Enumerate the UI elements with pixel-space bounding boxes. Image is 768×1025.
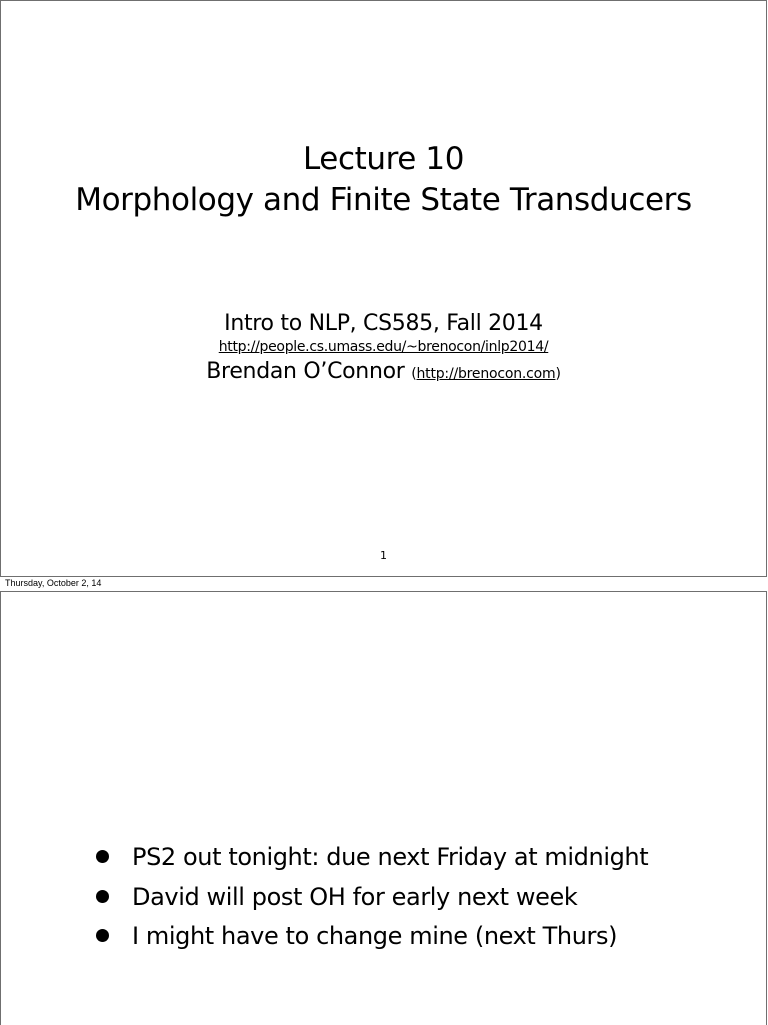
author-site [411,366,561,382]
announcement-list [96,838,648,957]
title-line-lecture: Lecture 10 [302,141,465,177]
bullet-dot-icon [96,850,109,863]
slide-date-label: Thursday, October 2, 14 [5,578,102,588]
course-info [1,310,766,390]
bullet-dot-icon [96,890,109,903]
author-site-close-paren: ) [555,366,561,382]
list-item [96,917,648,957]
title-line-topic: Morphology and Finite State Transducers [75,182,692,218]
page-number: 1 [380,549,387,562]
slide-2 [0,591,767,1025]
author-line [1,356,766,390]
author-name: Brendan O’Connor [206,359,405,384]
bullet-dot-icon [96,929,109,942]
author-site-link[interactable]: http://brenocon.com [416,366,556,382]
course-url-link[interactable]: http://people.cs.umass.edu/~brenocon/inlp2014/ [218,339,549,355]
list-item-text: PS2 out tonight: due next Friday at midnight [132,843,649,871]
list-item [96,838,648,878]
list-item [96,878,648,918]
list-item-text: I might have to change mine (next Thurs) [132,922,618,950]
author-site-open-paren: ( [411,366,417,382]
course-name: Intro to NLP, CS585, Fall 2014 [224,311,543,336]
slide-title [1,139,766,221]
list-item-text: David will post OH for early next week [132,882,578,911]
